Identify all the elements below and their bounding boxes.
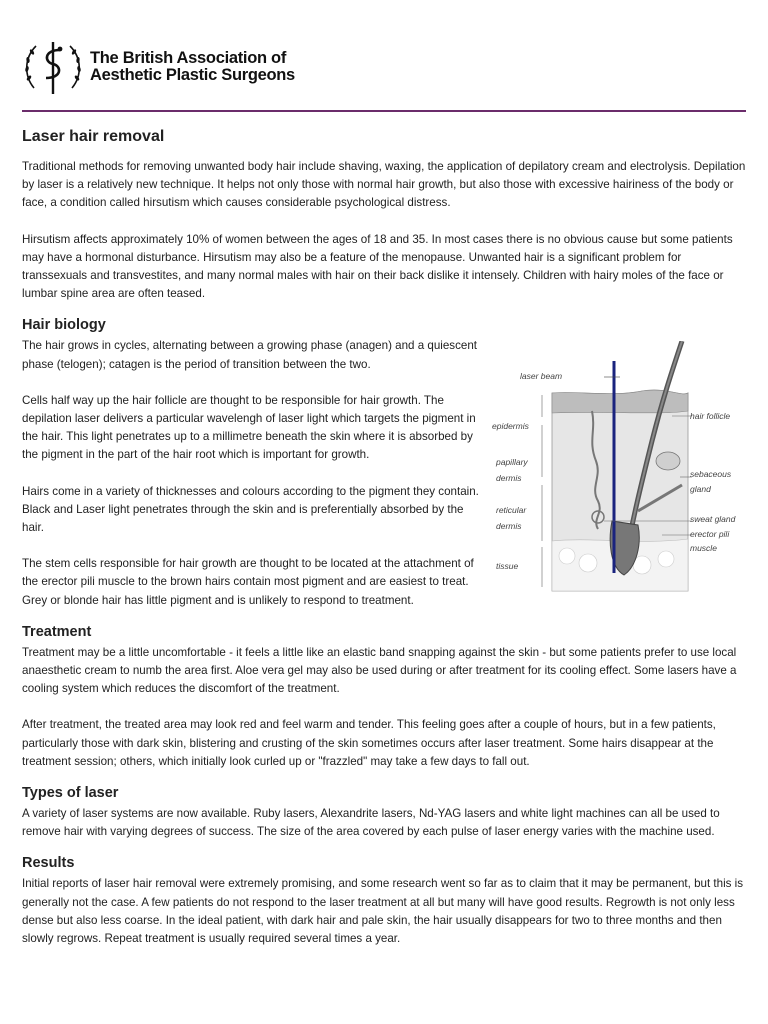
hair-biology-paragraph-3: Hairs come in a variety of thicknesses and colours according to the pigment they contain. Black and Laser light penetrates through the skin and is preferentially absorbed by the hair. — [22, 484, 479, 535]
label-sebaceous: sebaceous — [690, 469, 732, 480]
hair-biology-paragraph-4: The stem cells responsible for hair growth are thought to be located at the attachment of the erector pili muscle to the brown hairs contain most pigment and are easiest to treat. Grey or blonde hair has little pigment and is unlikely to respond to treatment. — [22, 557, 474, 607]
treatment-heading: Treatment — [22, 623, 92, 640]
label-gland: gland — [690, 484, 711, 495]
treatment-paragraph-1: Treatment may be a little uncomfortable - it feels a little like an elastic band snapping against the skin - but some patients prefer to use local anaesthetic cream to numb the area first. Aloe vera gel may also be used during or after treatment for its cooling effect. Some lasers have a cooling system which reduces the discomfort of the treatment. — [22, 645, 737, 696]
label-tissue: tissue — [496, 561, 519, 572]
label-epidermis: epidermis — [492, 421, 529, 432]
types-of-laser-heading: Types of laser — [22, 785, 119, 802]
intro-paragraph-1: Traditional methods for removing unwanted body hair include shaving, waxing, the application of depilatory cream and electrolysis. Depilation by laser is a relatively new technique. It helps not only those with normal hair growth, but also those with excessive hairiness of the body or face, a condition called hirsutism which causes considerable psychological distress. — [22, 160, 746, 210]
label-papillary: papillary — [496, 457, 528, 468]
label-erector-pili: erector pili — [690, 529, 730, 540]
label-reticular-dermis: dermis — [496, 521, 522, 532]
intro-paragraph-2: Hirsutism affects approximately 10% of women between the ages of 18 and 35. In most cases there is no obvious cause but some patients may have a hormonal disturbance. Hirsutism may also be a feature of the menopause. Unwanted hair is a significant problem for transsexuals and transvestites, and many normal males with hair on their back dislike it intensely. Children with hairy moles of the face or lumbar spine area are often teased. — [22, 232, 733, 301]
label-laser-beam: laser beam — [520, 371, 563, 382]
baaps-logo-emblem — [22, 36, 84, 98]
types-of-laser-paragraph: A variety of laser systems are now available. Ruby lasers, Alexandrite lasers, Nd-YAG lasers and white light machines can all be used to remove hair with varying degrees of success. The size of the area covered by each pulse of laser energy varies with the machine used. — [22, 807, 720, 839]
hair-biology-paragraph-1: The hair grows in cycles, alternating between a growing phase (anagen) and a quiescent phase (telogen); catagen is the period of transition between the two. — [22, 339, 478, 371]
org-name — [90, 50, 295, 84]
label-muscle: muscle — [690, 543, 717, 554]
hair-biology-section — [22, 337, 746, 609]
results-heading: Results — [22, 855, 75, 872]
results-paragraph: Initial reports of laser hair removal were extremely promising, and some research went so far as to claim that it may be permanent, but this is generally not the case. A few patients do not respond to the laser treatment at all but many will have good results. Regrowth is not only less dense but also less coarse. In the ideal patient, with dark hair and pale skin, the hair usually disappears for two to three months and then slowly regrows. Repeat treatment is usually required several times a year. — [22, 877, 744, 946]
header — [22, 36, 762, 100]
hair-biology-paragraph-2: Cells half way up the hair follicle are thought to be responsible for hair growth. The depilation laser delivers a particular wavelengh of laser light which targets the pigment in the hair. This light penetrates up to a millimetre beneath the skin where it is absorbed by the pigment in the part of the hair root which is important for growth. — [22, 393, 476, 462]
treatment-paragraph-2: After treatment, the treated area may look red and feel warm and tender. This feeling goes after a couple of hours, but in a few patients, particularly those with dark skin, blistering and crusting of the skin sometimes occurs after laser treatment. Some hairs disappear at the treatment session; others, which initially look curled up or "frazzled" may take a few days to fall out. — [22, 718, 716, 768]
article — [22, 128, 746, 948]
label-reticular: reticular — [496, 505, 527, 516]
header-rule — [22, 110, 746, 112]
label-papillary-dermis: dermis — [496, 473, 522, 484]
hair-follicle-diagram — [492, 341, 748, 617]
label-hair-follicle: hair follicle — [690, 411, 731, 422]
page-title: Laser hair removal — [22, 128, 165, 145]
hair-biology-heading: Hair biology — [22, 317, 106, 334]
org-name-line1: The British Association of — [90, 49, 287, 67]
org-name-line2: Aesthetic Plastic Surgeons — [90, 66, 295, 84]
label-sweat-gland: sweat gland — [690, 514, 736, 525]
